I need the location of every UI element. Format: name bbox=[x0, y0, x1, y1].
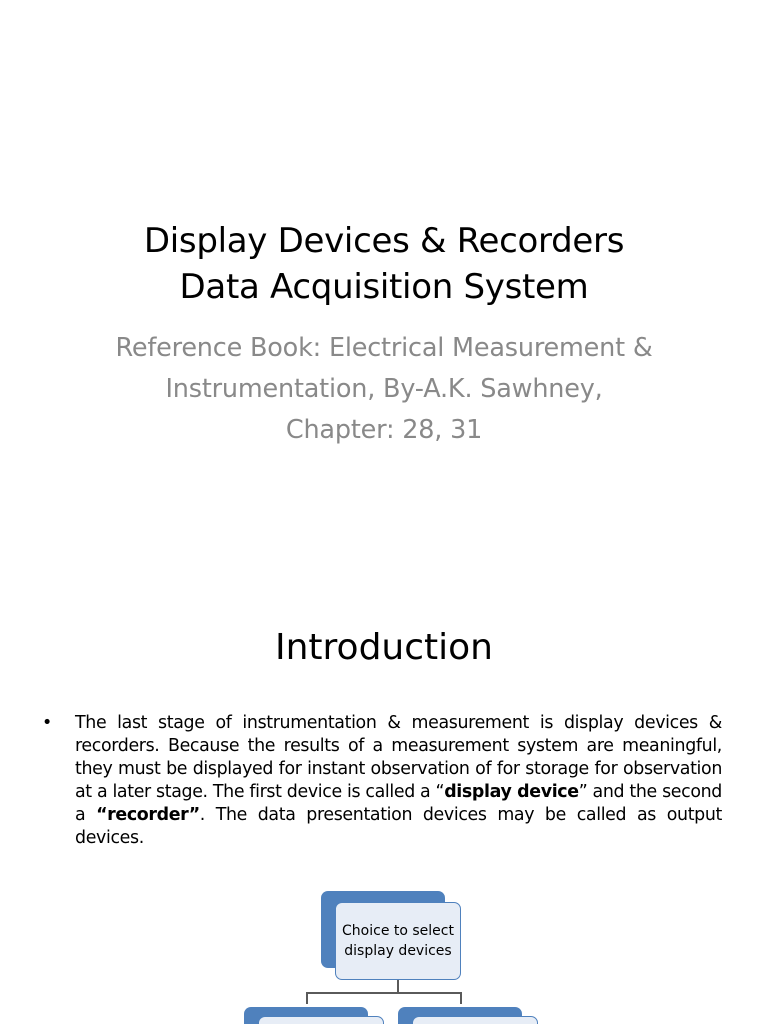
introduction-title: Introduction bbox=[274, 627, 493, 668]
connector-left-down bbox=[306, 992, 308, 1004]
slide-title-line-2: Data Acquisition System bbox=[179, 267, 589, 307]
bullet-text-part-3: . The data presentation devices may be called as output devices. bbox=[75, 805, 722, 848]
root-node-label-line-1: Choice to select bbox=[342, 923, 454, 939]
introduction-slide bbox=[0, 576, 768, 1024]
bullet-bold-recorder: “recorder” bbox=[96, 805, 200, 825]
subtitle-line-2: Instrumentation, By-A.K. Sawhney, bbox=[165, 374, 603, 404]
connector-right-down bbox=[460, 992, 462, 1004]
bullet-marker: • bbox=[42, 713, 53, 733]
connector-horizontal bbox=[306, 992, 461, 994]
bullet-bold-display-device: display device bbox=[444, 782, 579, 802]
subtitle-line-3: Chapter: 28, 31 bbox=[285, 415, 483, 445]
root-node-label-line-2: display devices bbox=[344, 943, 452, 959]
bullet-list bbox=[42, 712, 722, 850]
subtitle-line-1: Reference Book: Electrical Measurement & bbox=[115, 333, 653, 363]
bullet-text-part-1: The last stage of instrumentation & measurement is display devices & recorders. Because the results of a measurement system are meaningful, they must be displayed for instant observation of for storage for observation at a later stage. The first device is called a “ bbox=[75, 713, 722, 802]
bullet-text bbox=[75, 712, 722, 850]
child-node-left bbox=[258, 1016, 384, 1024]
root-node bbox=[335, 902, 461, 980]
root-node-label bbox=[342, 921, 454, 961]
hierarchy-diagram bbox=[0, 888, 768, 1024]
slide-title-line-1: Display Devices & Recorders bbox=[143, 221, 625, 261]
child-node-right bbox=[412, 1016, 538, 1024]
slide-title bbox=[40, 218, 728, 310]
bullet-text-part-2: ” and the second a bbox=[75, 782, 722, 825]
slide-subtitle bbox=[40, 328, 728, 451]
